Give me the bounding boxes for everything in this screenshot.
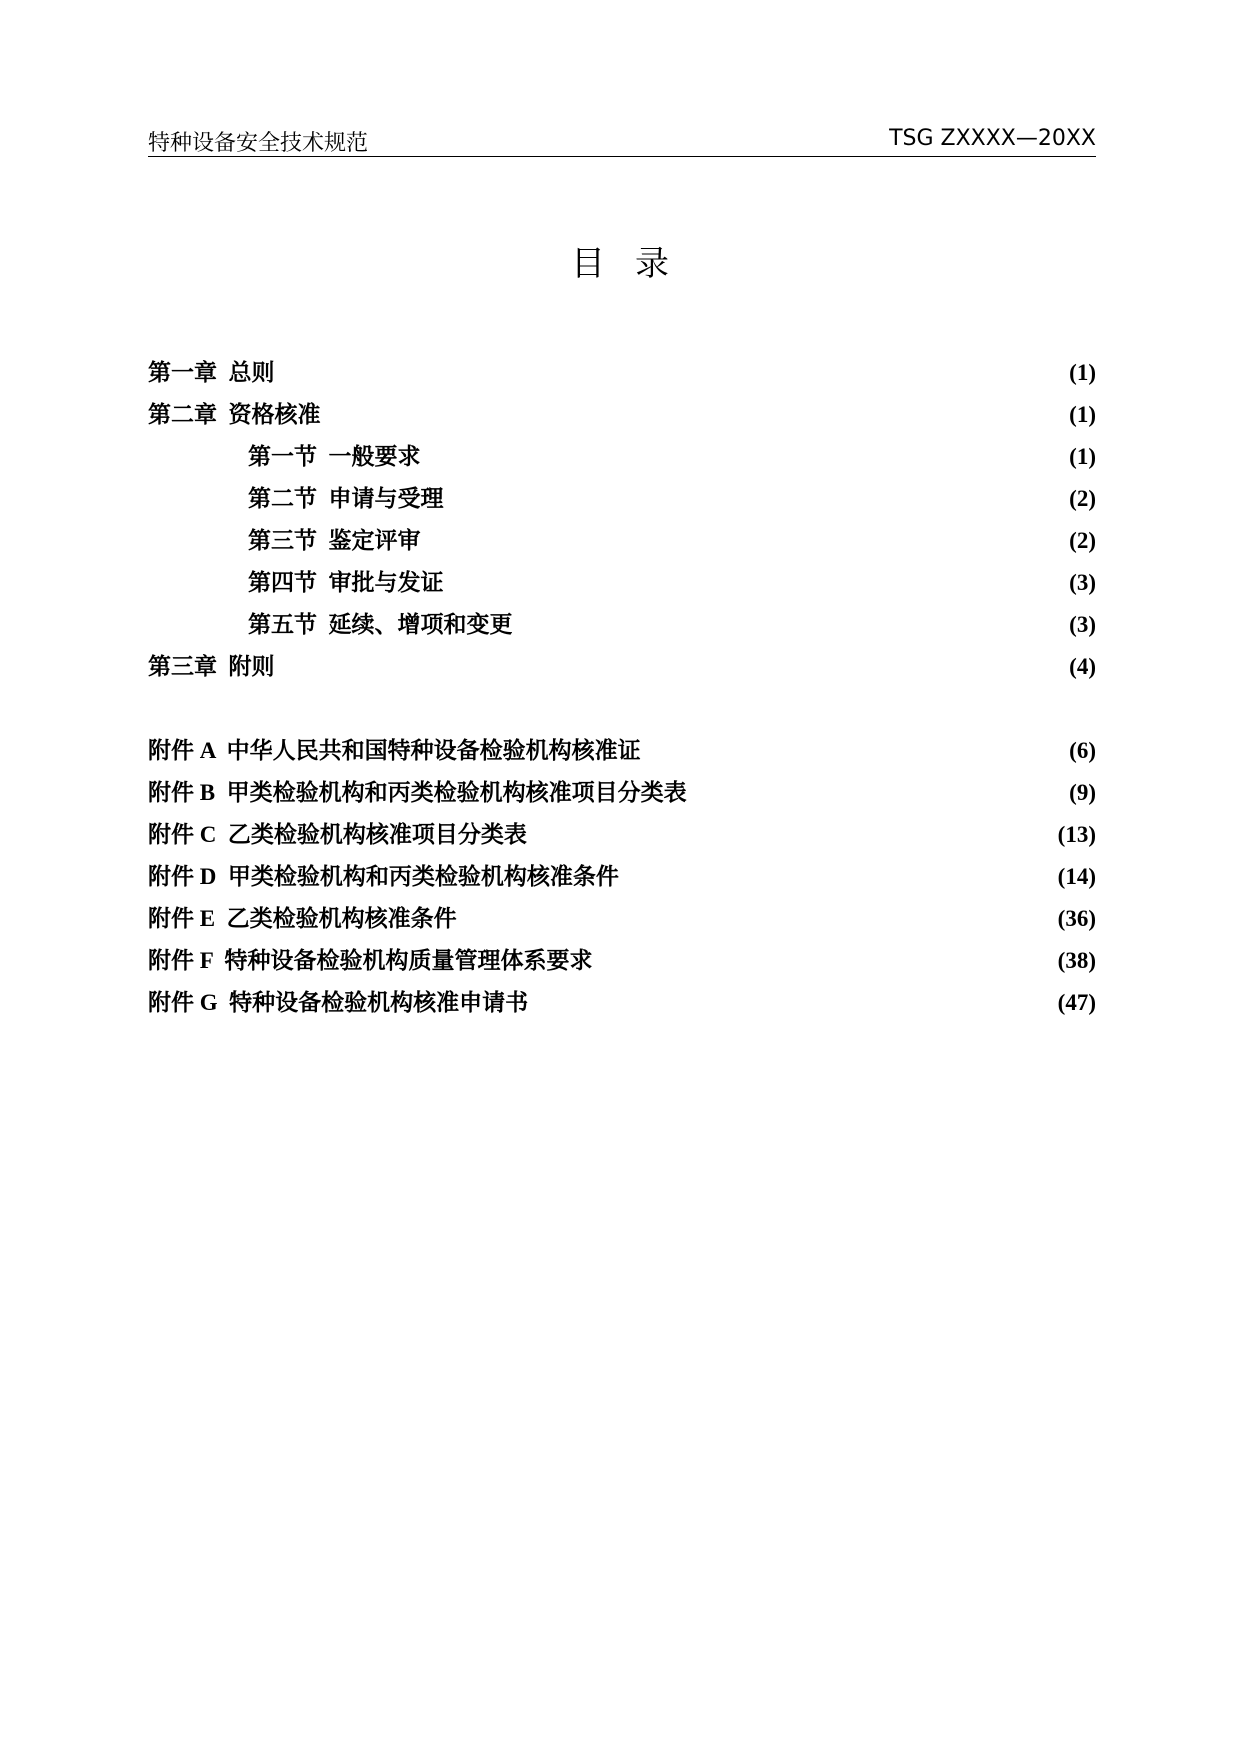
toc-entry-page: (38): [1057, 948, 1096, 973]
toc-entry-page: (13): [1057, 822, 1096, 847]
toc-entry-section-2[interactable]: [148, 478, 1096, 520]
toc-entry-page: (47): [1057, 990, 1096, 1015]
toc-entry-page: (2): [1069, 486, 1096, 511]
toc-entry-page: (3): [1069, 612, 1096, 637]
toc-entry-page: (1): [1069, 444, 1096, 469]
toc-entry-label: 第一节 一般要求: [248, 444, 421, 469]
toc-entry-section-5[interactable]: [148, 604, 1096, 646]
toc-entry-page: (9): [1069, 780, 1096, 805]
toc-entry-page: (4): [1069, 654, 1096, 679]
toc-entry-chapter-3[interactable]: [148, 646, 1096, 688]
toc-entry-appendix-e[interactable]: [148, 898, 1096, 940]
toc-entry-page: (3): [1069, 570, 1096, 595]
toc-entry-label: 第四节 审批与发证: [248, 570, 444, 595]
toc-entry-appendix-b[interactable]: [148, 772, 1096, 814]
toc-entry-label: 附件 A 中华人民共和国特种设备检验机构核准证: [148, 738, 641, 763]
toc-entry-page: (1): [1069, 402, 1096, 427]
toc-spacer: [148, 688, 1096, 730]
toc-entry-label: 附件 G 特种设备检验机构核准申请书: [148, 990, 529, 1015]
toc-entry-appendix-d[interactable]: [148, 856, 1096, 898]
toc-entry-page: (1): [1069, 360, 1096, 385]
toc-entry-label: 附件 C 乙类检验机构核准项目分类表: [148, 822, 527, 847]
toc-entry-label: 附件 E 乙类检验机构核准条件: [148, 906, 457, 931]
toc-entry-appendix-c[interactable]: [148, 814, 1096, 856]
page-header: [148, 124, 1096, 157]
toc-entry-label: 附件 F 特种设备检验机构质量管理体系要求: [148, 948, 593, 973]
toc-entry-chapter-2[interactable]: [148, 394, 1096, 436]
toc-entry-label: 第三章 附则: [148, 654, 275, 679]
header-document-code: TSG ZXXXX—20XX: [889, 126, 1096, 151]
toc-entry-section-4[interactable]: [148, 562, 1096, 604]
toc-entry-label: 第二节 申请与受理: [248, 486, 444, 511]
toc-entry-label: 附件 D 甲类检验机构和丙类检验机构核准条件: [148, 864, 619, 889]
header-document-type: 特种设备安全技术规范: [148, 131, 369, 156]
toc-entry-page: (6): [1069, 738, 1096, 763]
toc-entry-section-1[interactable]: [148, 436, 1096, 478]
toc-entry-label: 第一章 总则: [148, 360, 275, 385]
toc-entry-label: 第三节 鉴定评审: [248, 528, 421, 553]
toc-entry-appendix-g[interactable]: [148, 982, 1096, 1024]
toc-entry-section-3[interactable]: [148, 520, 1096, 562]
toc-entry-page: (14): [1057, 864, 1096, 889]
toc-entry-page: (2): [1069, 528, 1096, 553]
toc-entry-appendix-a[interactable]: [148, 730, 1096, 772]
toc-entry-page: (36): [1057, 906, 1096, 931]
toc-entry-label: 附件 B 甲类检验机构和丙类检验机构核准项目分类表: [148, 780, 687, 805]
toc-entry-label: 第五节 延续、增项和变更: [248, 612, 513, 637]
table-of-contents: [148, 352, 1096, 1024]
toc-entry-chapter-1[interactable]: [148, 352, 1096, 394]
toc-entry-appendix-f[interactable]: [148, 940, 1096, 982]
toc-title: 目录: [571, 244, 699, 284]
toc-entry-label: 第二章 资格核准: [148, 402, 321, 427]
